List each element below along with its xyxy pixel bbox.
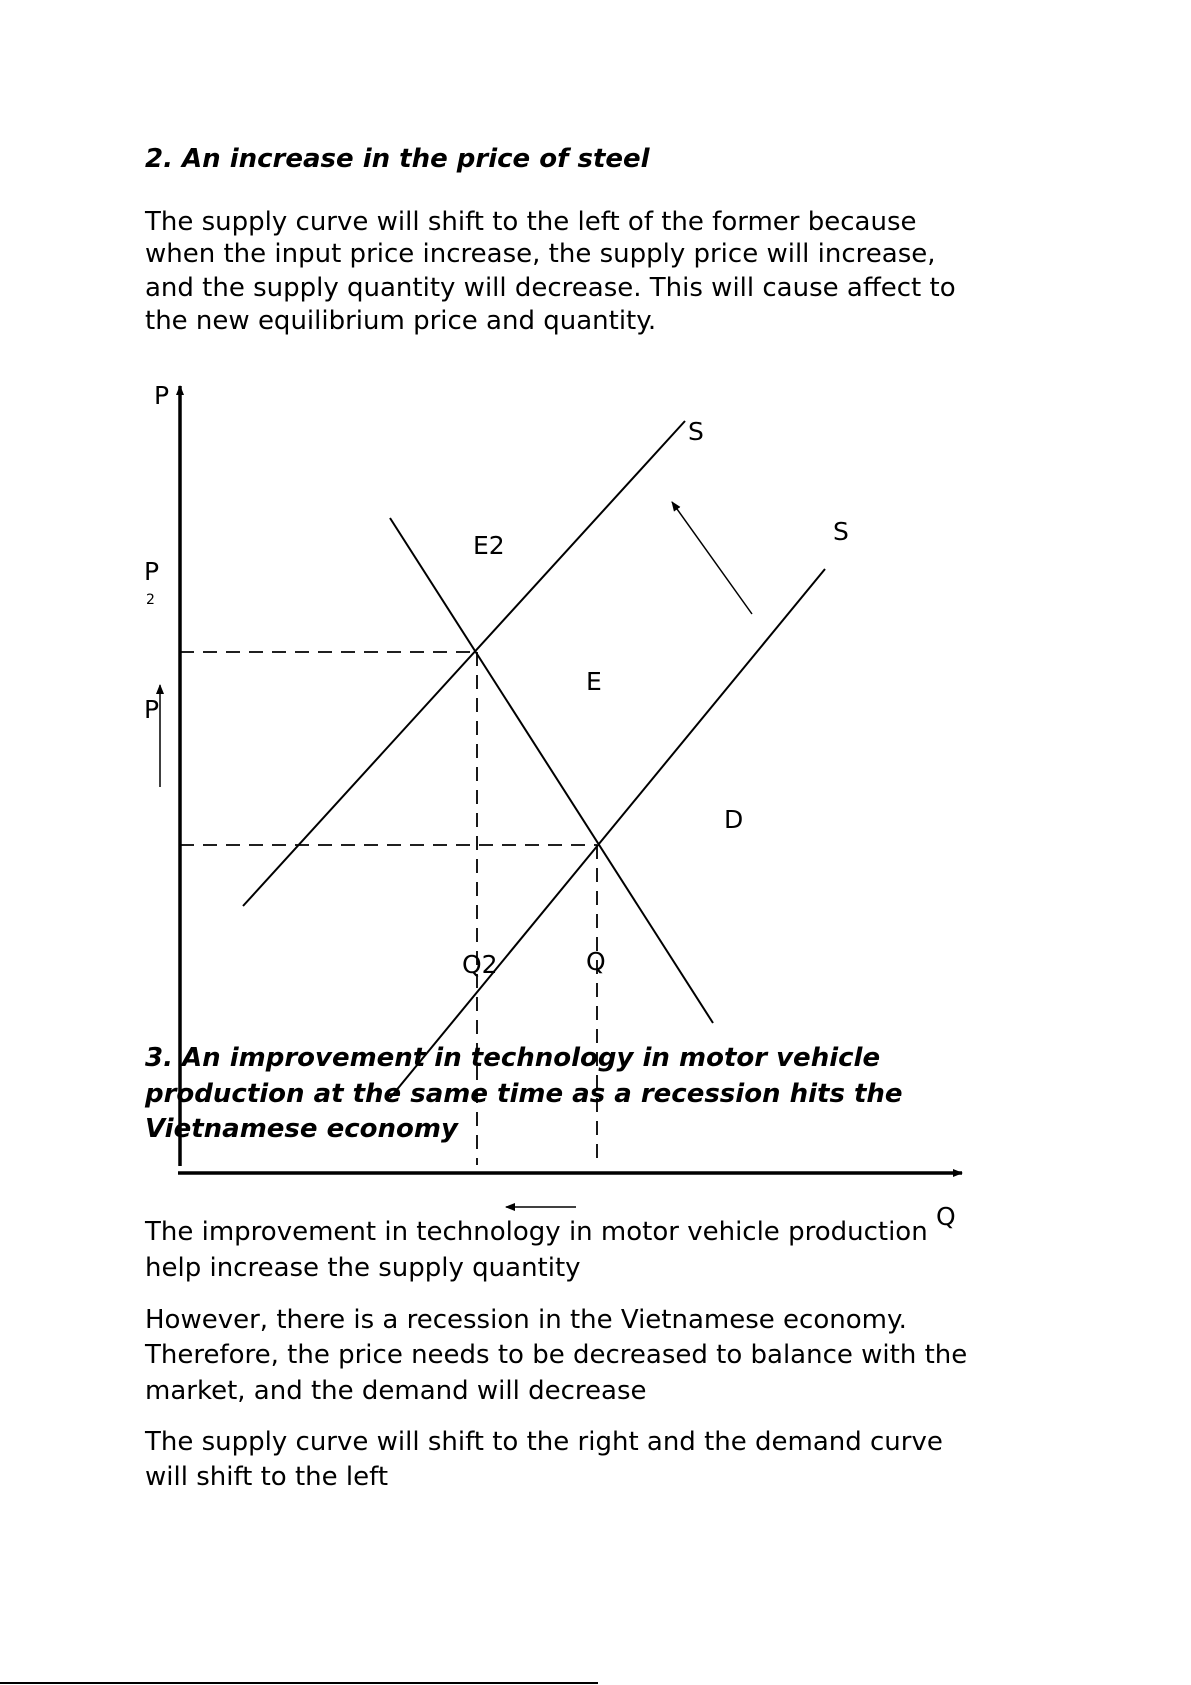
supply-old-label: S [833,517,849,546]
supply-shift-arrow [672,502,752,614]
section2-text-line: the new equilibrium price and quantity. [145,306,657,336]
equilibrium-new-label: E2 [473,531,505,560]
price-old-label: P [144,695,160,724]
section3-heading-line: Vietnamese economy [145,1114,458,1144]
quantity-new-label: Q2 [462,950,498,979]
section3-text-line: The improvement in technology in motor vehicle production [145,1217,928,1247]
x-axis-label: Q [936,1202,956,1231]
section3-text-line: market, and the demand will decrease [145,1376,647,1406]
section2-heading: 2. An increase in the price of steel [145,144,650,174]
section2-text-line: The supply curve will shift to the left of the former because [145,207,917,237]
y-axis-label: P [154,381,170,410]
section3-heading-line: 3. An improvement in technology in motor vehicle [145,1043,881,1073]
supply-new-label: S [688,417,704,446]
section3-text-line: will shift to the left [145,1462,389,1492]
section3-text-line: However, there is a recession in the Vietnamese economy. [145,1305,907,1335]
section3-heading-line: production at the same time as a recession hits the [145,1079,903,1109]
footnote-separator [0,1682,598,1684]
section3-text-line: The supply curve will shift to the right and the demand curve [145,1427,943,1457]
price-new-label: P [144,557,160,586]
supply-curve-new [243,421,685,906]
section3-text-line: help increase the supply quantity [145,1253,581,1283]
section2-text-line: and the supply quantity will decrease. This will cause affect to [145,273,956,303]
price-new-subscript: 2 [146,592,155,608]
section3-text-line: Therefore, the price needs to be decreased to balance with the [145,1340,968,1370]
section2-text-line: when the input price increase, the supply price will increase, [145,239,936,269]
demand-curve [390,518,713,1023]
demand-label: D [724,805,744,834]
supply-curve-old [390,569,825,1098]
quantity-old-label: Q [586,947,606,976]
equilibrium-old-label: E [586,667,602,696]
